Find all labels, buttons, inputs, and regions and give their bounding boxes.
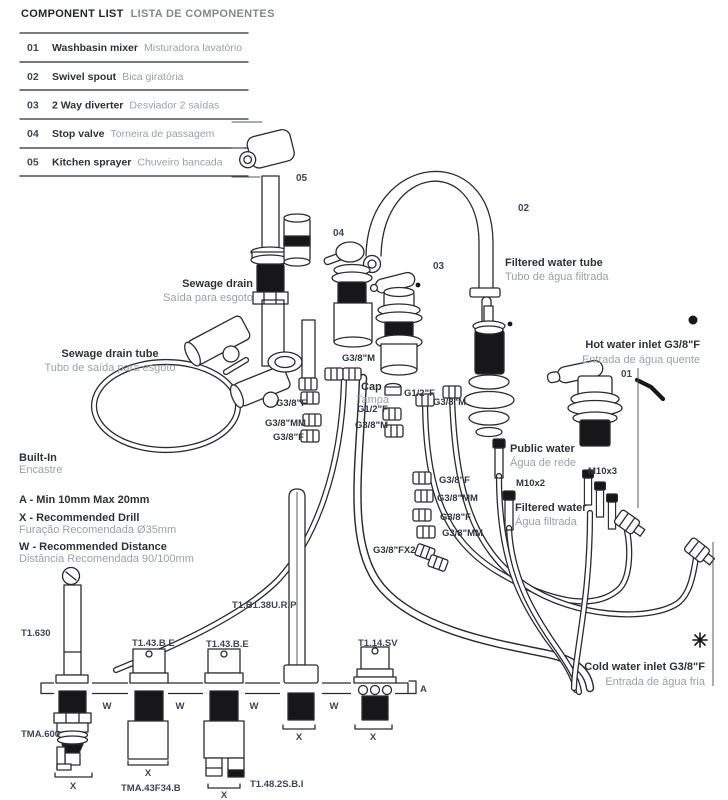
dim-w-4: W bbox=[329, 701, 339, 712]
code-t1b138urp: T1.B1.38U.R.P bbox=[232, 600, 297, 611]
component-t1482sbi bbox=[204, 649, 244, 788]
dim-x-bracket-3 bbox=[208, 784, 240, 788]
fitting-g38f-4: G3/8"F bbox=[440, 512, 471, 523]
code-t143be-b: T1.43.B.E bbox=[206, 639, 249, 650]
list-item-num: 05 bbox=[27, 156, 39, 169]
callout-04: 04 bbox=[333, 228, 345, 239]
list-item-1: Washbasin mixer Misturadora lavatório bbox=[52, 42, 243, 54]
dim-x-bracket-4 bbox=[283, 725, 315, 729]
cold-snowflake-icon bbox=[693, 633, 707, 647]
dim-w-3: W bbox=[249, 701, 259, 712]
callout-05: 05 bbox=[296, 173, 308, 184]
cap-label-pt: Tampa bbox=[356, 394, 390, 406]
fitting-g38f-3: G3/8"F bbox=[439, 475, 470, 486]
fitting-g38mm-3: G3/8"MM bbox=[442, 528, 483, 539]
note-x-pt: Furação Recomendada Ø35mm bbox=[19, 524, 177, 536]
fitting-m10x2: M10x2 bbox=[516, 478, 546, 489]
fitting-g38f-1: G3/8"F bbox=[276, 398, 307, 409]
list-item-num: 01 bbox=[27, 42, 39, 54]
note-w-en: W - Recommended Distance bbox=[19, 541, 167, 553]
cold-inlet-label-pt: Entrada de água fria bbox=[605, 676, 705, 688]
cold-inlet-label-en: Cold water inlet G3/8"F bbox=[584, 661, 705, 673]
note-a: A - Min 10mm Max 20mm bbox=[19, 494, 150, 506]
threaded-rod bbox=[302, 320, 315, 378]
dim-x-bracket-1 bbox=[55, 773, 92, 777]
cap-label-en: Cap bbox=[361, 381, 382, 393]
builtin-label-en: Built-In bbox=[19, 452, 57, 464]
detail-dot-2 bbox=[508, 322, 513, 327]
list-item-num: 02 bbox=[27, 71, 39, 83]
list-item-num: 03 bbox=[27, 99, 39, 112]
callout-03: 03 bbox=[433, 261, 445, 272]
sewage-tube-label-pt: Tubo de saída para esgoto bbox=[44, 362, 176, 374]
public-water-label-en: Public water bbox=[510, 443, 575, 455]
mixer-cartridge bbox=[371, 271, 423, 375]
dim-w-2: W bbox=[175, 701, 185, 712]
dim-a: A bbox=[420, 684, 427, 695]
dim-x-3: X bbox=[220, 790, 228, 800]
code-tma43f34b: TMA.43F34.B bbox=[121, 783, 181, 794]
public-water-label-pt: Água de rede bbox=[510, 457, 577, 469]
note-w-pt: Distância Recomendada 90/100mm bbox=[19, 553, 194, 565]
filtered-tube-label-en: Filtered water tube bbox=[505, 257, 603, 269]
callout-02: 02 bbox=[518, 203, 530, 214]
list-item-5: Kitchen sprayer Chuveiro bancada bbox=[52, 156, 223, 169]
code-t143be-a: T1.43.B.E bbox=[132, 638, 175, 649]
component-t1630 bbox=[54, 568, 92, 778]
dim-x-2: X bbox=[144, 768, 152, 779]
fitting-m10x3: M10x3 bbox=[588, 466, 618, 477]
list-item-num: 04 bbox=[27, 128, 39, 140]
diverter-cartridge bbox=[464, 306, 514, 437]
hose-end-nut-b bbox=[683, 537, 716, 568]
sewage-drain-label-pt: Saída para esgoto bbox=[163, 292, 253, 304]
dim-x-1: X bbox=[69, 781, 77, 792]
fitting-g38m-3: G3/8"M bbox=[355, 420, 389, 431]
component-tma43f34b bbox=[128, 649, 168, 765]
hot-inlet-label-en: Hot water inlet G3/8"F bbox=[585, 339, 700, 351]
code-t114sv: T1.14.SV bbox=[358, 638, 398, 649]
hot-dot-icon bbox=[689, 316, 698, 325]
fitting-g12f-2: G1/2"F bbox=[357, 404, 388, 415]
allen-key bbox=[637, 380, 663, 399]
detail-dot-1 bbox=[416, 283, 421, 288]
callout-01: 01 bbox=[621, 369, 633, 380]
title-en: COMPONENT LIST bbox=[21, 8, 124, 20]
fitting-g38mm-2: G3/8"MM bbox=[437, 493, 478, 504]
dim-a-bracket bbox=[409, 681, 416, 694]
title-pt: LISTA DE COMPONENTES bbox=[130, 8, 275, 20]
fitting-g12f-1: G1/2"F bbox=[404, 388, 435, 399]
filtered-tube-label-pt: Tubo de água filtrada bbox=[505, 271, 609, 283]
code-t1630: T1.630 bbox=[21, 628, 51, 639]
note-x-en: X - Recommended Drill bbox=[19, 512, 140, 524]
page-title bbox=[21, 8, 275, 20]
component-t114sv bbox=[354, 647, 396, 729]
fitting-g38f-2: G3/8"F bbox=[273, 432, 304, 443]
washbasin-mixer bbox=[546, 359, 622, 446]
component-list bbox=[27, 42, 242, 169]
dim-x-bracket-2 bbox=[128, 761, 168, 765]
dim-x-4: X bbox=[295, 732, 303, 743]
fitting-g38fx2: G3/8"FX2 bbox=[373, 545, 416, 556]
stop-valve bbox=[323, 242, 372, 347]
code-t1482sbi: T1.48.2S.B.I bbox=[250, 779, 304, 790]
list-item-4: Stop valve Torneira de passagem bbox=[52, 128, 215, 140]
filtered-water-label-pt: Água filtrada bbox=[515, 516, 577, 528]
list-item-2: Swivel spout Bica giratória bbox=[52, 71, 184, 83]
code-tma600: TMA.600 bbox=[21, 729, 61, 740]
fitting-g38mm-1: G3/8"MM bbox=[265, 418, 306, 429]
dim-w-1: W bbox=[102, 701, 112, 712]
hot-inlet-label-pt: Entrada de água quente bbox=[581, 354, 700, 366]
sewage-tube-label-en: Sewage drain tube bbox=[61, 348, 159, 360]
dim-x-5: X bbox=[369, 732, 377, 743]
builtin-label-pt: Encastre bbox=[19, 464, 63, 476]
filtered-water-label-en: Filtered water bbox=[515, 502, 587, 514]
fitting-g38m-2: G3/8"M bbox=[433, 397, 467, 408]
drain-tee-fitting-upper bbox=[182, 314, 258, 379]
sewage-drain-label-en: Sewage drain bbox=[182, 278, 253, 290]
dim-x-bracket-5 bbox=[355, 725, 392, 729]
fitting-g38m-1: G3/8"M bbox=[342, 353, 376, 364]
list-item-3: 2 Way diverter Desviador 2 saídas bbox=[52, 99, 220, 112]
